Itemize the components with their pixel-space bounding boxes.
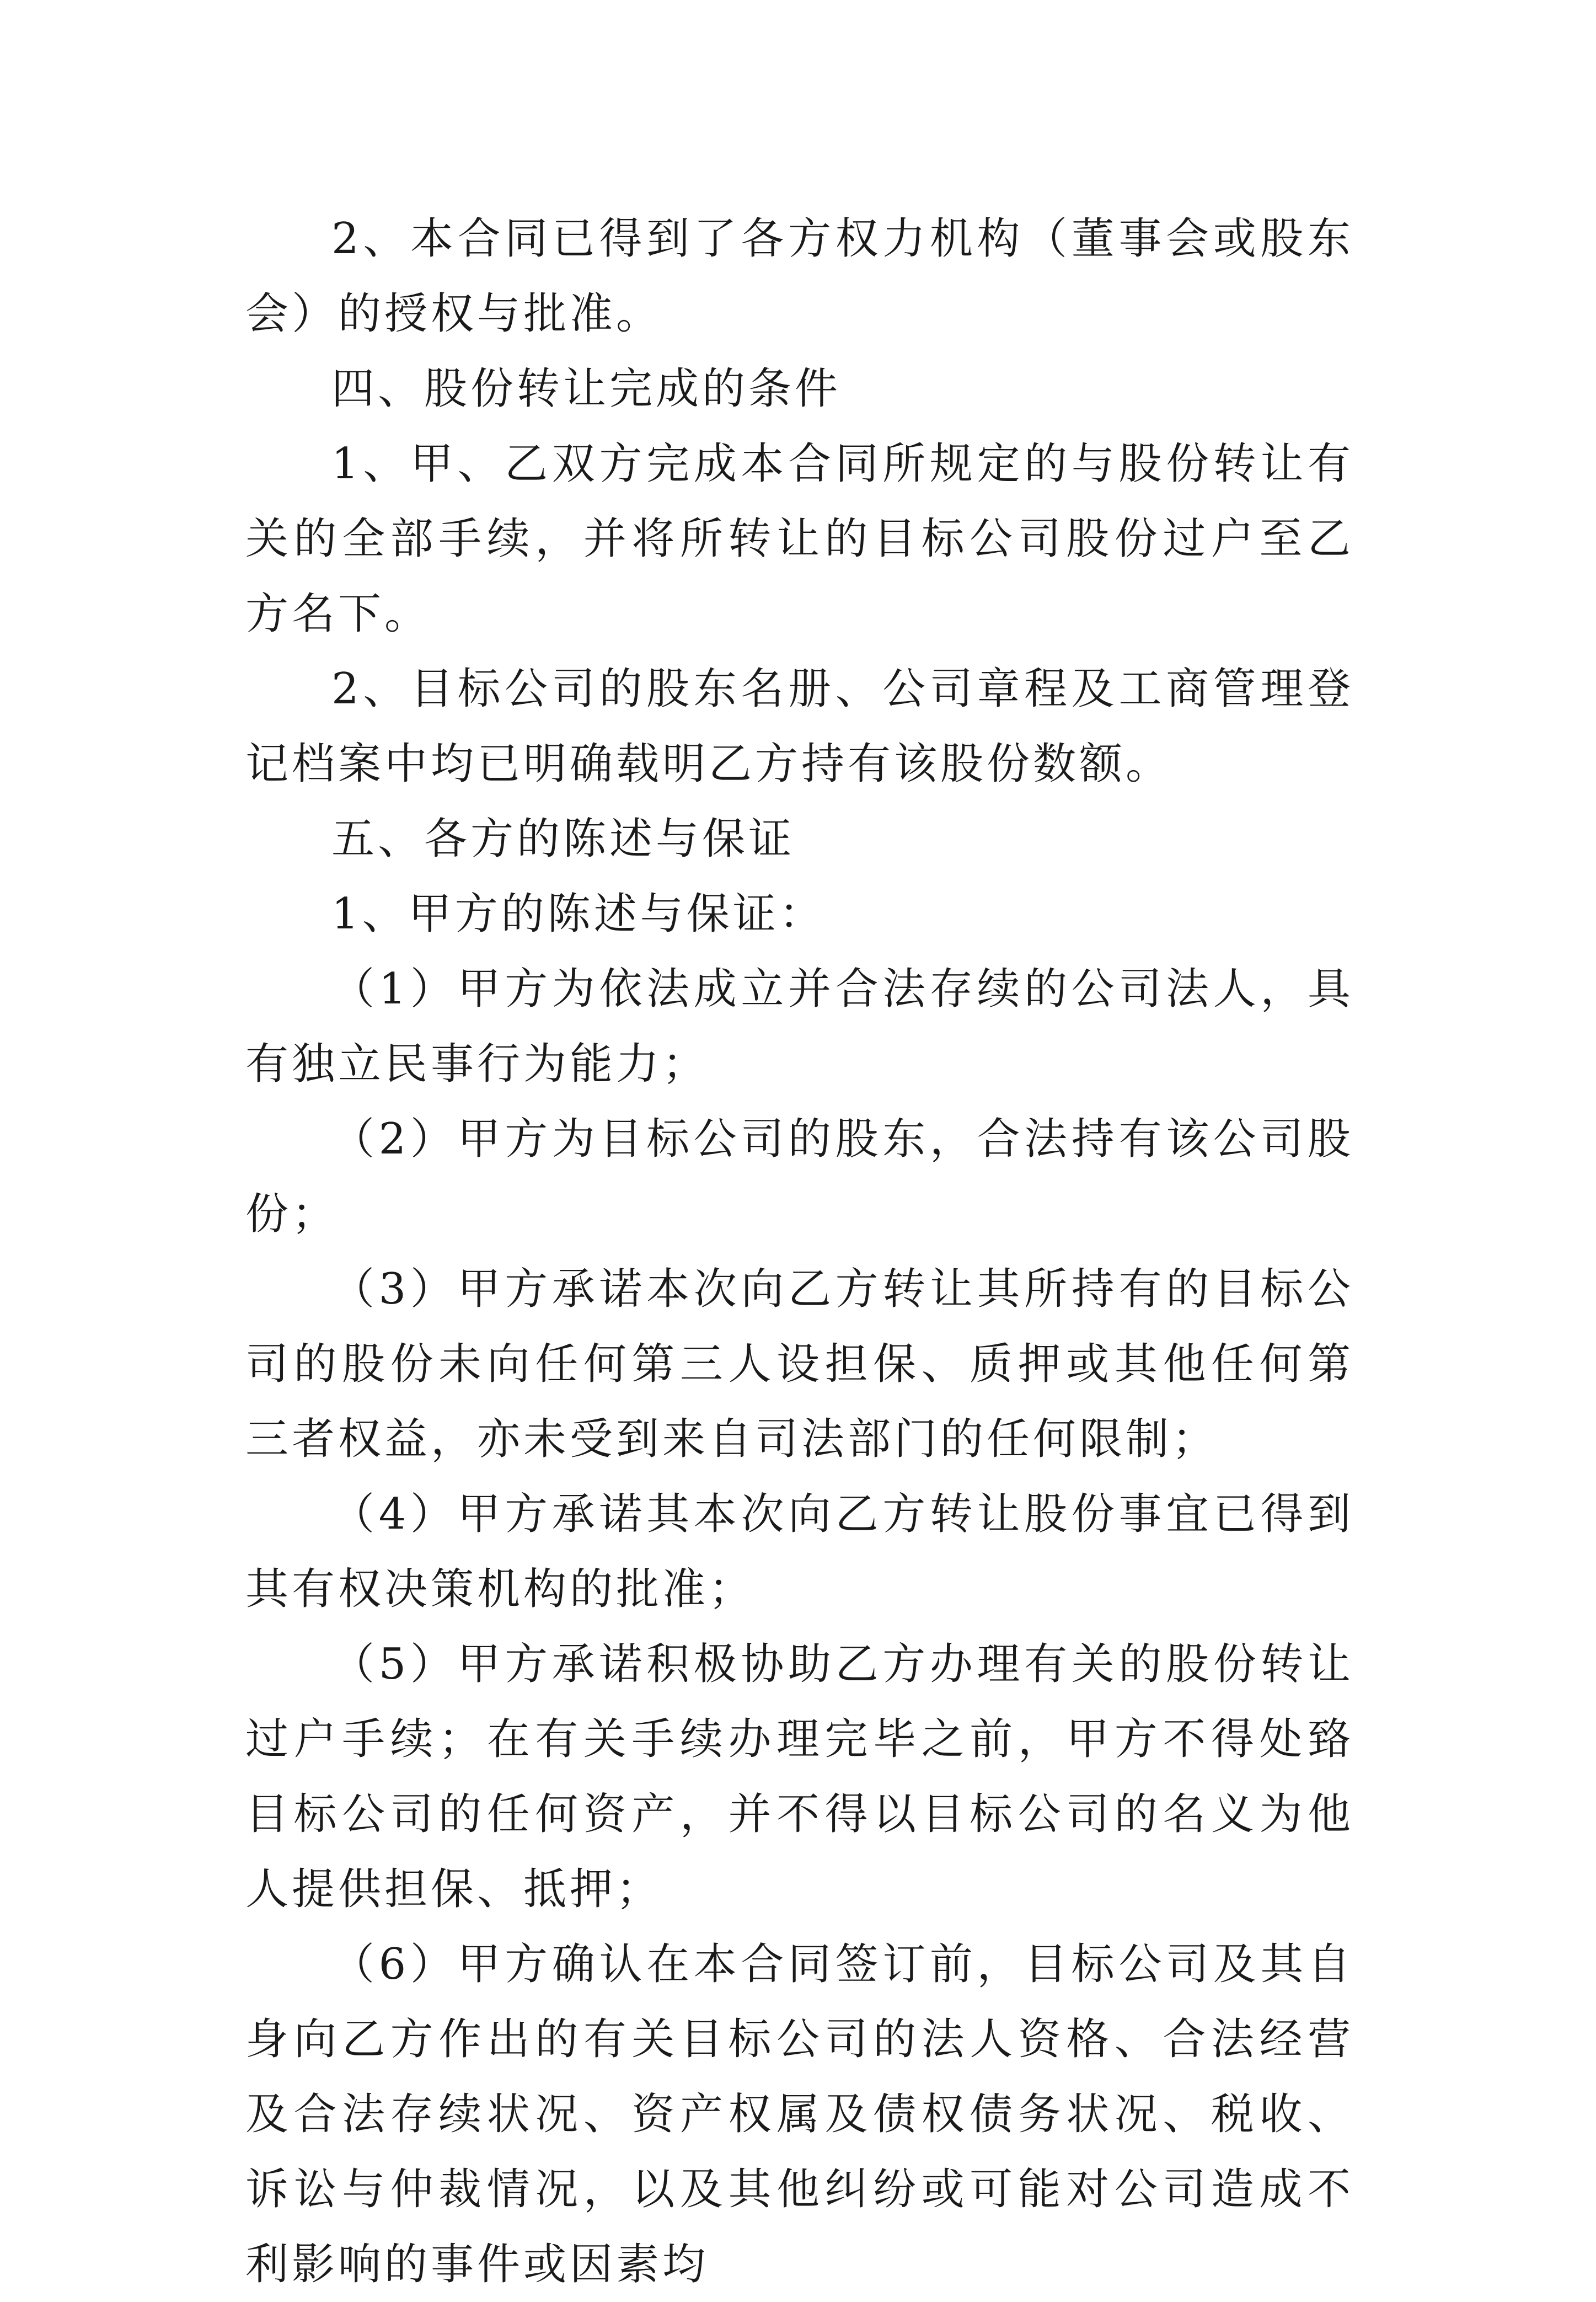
section-heading-representations: 五、各方的陈述与保证 bbox=[331, 814, 795, 864]
paragraph-party-a-representations: 1、甲方的陈述与保证： bbox=[331, 889, 826, 939]
list-item-4: （4）甲方承诺其本次向乙方转让股份事宜已得到其有权决策机构的批准； bbox=[245, 1489, 1354, 1614]
list-item-3: （3）甲方承诺本次向乙方转让其所持有的目标公司的股份未向任何第三人设担保、质押或其他任何第三者权益，亦未受到来自司法部门的任何限制； bbox=[245, 1264, 1354, 1464]
list-item-1: （1）甲方为依法成立并合法存续的公司法人，具有独立民事行为能力； bbox=[245, 964, 1354, 1089]
document-body bbox=[245, 201, 1354, 2302]
paragraph-authorization: 2、本合同已得到了各方权力机构（董事会或股东会）的授权与批准。 bbox=[245, 214, 1354, 339]
paragraph-condition-1: 1、甲、乙双方完成本合同所规定的与股份转让有关的全部手续，并将所转让的目标公司股份过户至乙方名下。 bbox=[245, 439, 1354, 639]
list-item-2: （2）甲方为目标公司的股东，合法持有该公司股份； bbox=[245, 1114, 1354, 1239]
list-item-5: （5）甲方承诺积极协助乙方办理有关的股份转让过户手续；在有关手续办理完毕之前，甲方不得处臵目标公司的任何资产，并不得以目标公司的名义为他人提供担保、抵押； bbox=[245, 1639, 1354, 1914]
list-item-6: （6）甲方确认在本合同签订前，目标公司及其自身向乙方作出的有关目标公司的法人资格、合法经营及合法存续状况、资产权属及债权债务状况、税收、诉讼与仲裁情况，以及其他纠纷或可能对公司造成不利影响的事件或因素均 bbox=[245, 1940, 1354, 2289]
paragraph-condition-2: 2、目标公司的股东名册、公司章程及工商管理登记档案中均已明确载明乙方持有该股份数额。 bbox=[245, 664, 1354, 789]
section-heading-transfer-conditions: 四、股份转让完成的条件 bbox=[331, 364, 842, 414]
